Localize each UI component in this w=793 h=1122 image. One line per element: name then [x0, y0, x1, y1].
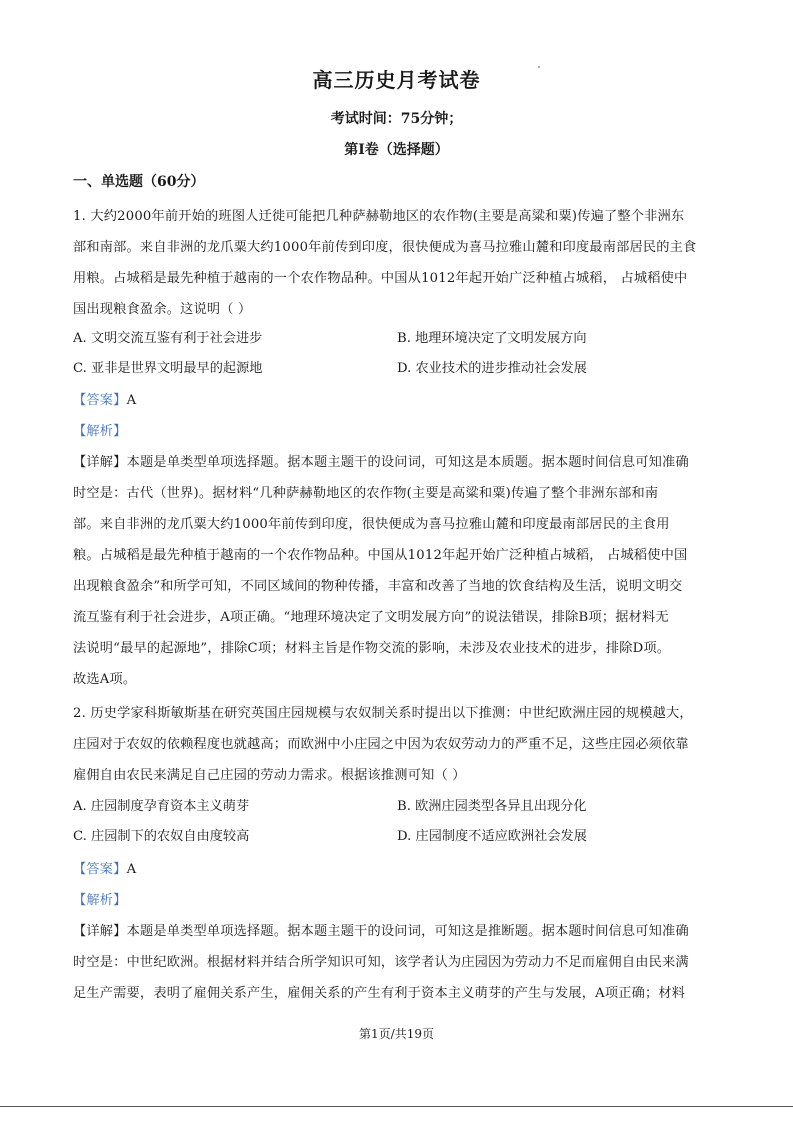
q2-answer: [73, 858, 136, 877]
q2-stem-line: 雇佣自由农民来满足自己庄园的劳动力需求。根据该推测可知（ ）: [73, 768, 466, 783]
answer-tag: 【答案】: [73, 393, 127, 408]
page-title: 高三历史月考试卷: [312, 68, 481, 92]
q2-option-b: B. 欧洲庄园类型各异且出现分化: [397, 799, 587, 814]
q2-stem-line: 2. 历史学家科斯敏斯基在研究英国庄园规模与农奴制关系时提出以下推测：中世纪欧洲庄园的规模越大，: [73, 706, 693, 721]
q1-option-a: A. 文明交流互鉴有利于社会进步: [73, 331, 263, 346]
q1-detail-line: 法说明“最早的起源地”，排除C项；材料主旨是作物交流的影响，未涉及农业技术的进步，排除D项。: [73, 641, 671, 656]
q2-detail-line: 足生产需要，表明了雇佣关系产生，雇佣关系的产生有利于资本主义萌芽的产生与发展，A项正确；材料: [73, 986, 686, 1001]
q1-detail-line: 粮。占城稻是最先种植于越南的一个农作物品种。中国从1012年起开始广泛种植占城稻， 占城稻使中国: [73, 548, 688, 563]
exam-time: 考试时间：75分钟；: [330, 111, 463, 127]
q1-detail-line: 故选A项。: [73, 672, 137, 687]
q1-stem-line: 部和南部。来自非洲的龙爪粟大约1000年前传到印度，很快便成为喜马拉雅山麓和印度最南部居民的主食: [73, 240, 697, 255]
page-footer: 第1页/共19页: [359, 1027, 434, 1041]
q1-option-d: D. 农业技术的进步推动社会发展: [397, 361, 587, 376]
q1-detail-line: [73, 451, 689, 470]
q2-analysis-tag: 【解析】: [73, 893, 127, 908]
q1-detail-line: 部。来自非洲的龙爪粟大约1000年前传到印度，很快便成为喜马拉雅山麓和印度最南部居民的主食用: [73, 517, 670, 532]
bottom-divider: [0, 1106, 793, 1107]
q1-stem-line: 1. 大约2000年前开始的班图人迁徙可能把几种萨赫勒地区的农作物(主要是高粱和粟)传遍了整个非洲东: [73, 209, 685, 224]
volume-heading: 第Ⅰ卷（选择题）: [344, 142, 449, 158]
section-heading: 一、单选题（60分）: [73, 174, 205, 190]
q1-option-c: C. 亚非是世界文明最早的起源地: [73, 361, 263, 376]
answer-value: A: [126, 862, 137, 877]
q2-detail-line: 时空是：中世纪欧洲。根据材料并结合所学知识可知，该学者认为庄园因为劳动力不足而雇佣自由民来满: [73, 955, 689, 970]
q2-option-d: D. 庄园制度不适应欧洲社会发展: [397, 829, 587, 844]
q1-detail-line: 流互鉴有利于社会进步，A项正确。“地理环境决定了文明发展方向”的说法错误，排除B项；据材料无: [73, 610, 669, 625]
answer-value: A: [126, 393, 137, 408]
detail-tag: 【详解】: [73, 455, 127, 470]
detail-text: 本题是单类型单项选择题。据本题主题干的设问词，可知这是本质题。据本题时间信息可知准确: [126, 455, 689, 470]
answer-tag: 【答案】: [73, 862, 127, 877]
q1-answer: [73, 389, 136, 408]
detail-text: 本题是单类型单项选择题。据本题主题干的设问词，可知这是推断题。据本题时间信息可知准确: [126, 924, 689, 939]
q1-stem-line: 用粮。占城稻是最先种植于越南的一个农作物品种。中国从1012年起开始广泛种植占城稻， 占城稻使中: [73, 271, 688, 286]
q2-detail-line: [73, 920, 689, 939]
q1-detail-line: 出现粮食盈余”和所学可知，不同区域间的物种传播，丰富和改善了当地的饮食结构及生活，说明文明交: [73, 579, 683, 594]
q1-detail-line: 时空是：古代（世界)。据材料“几种萨赫勒地区的农作物(主要是高粱和粟)传遍了整个非洲东部和南: [73, 486, 659, 501]
q1-stem-line: 国出现粮食盈余。这说明（ ）: [73, 302, 252, 317]
q2-stem-line: 庄园对于农奴的依赖程度也就越高；而欧洲中小庄园之中因为农奴劳动力的严重不足，这些庄园必须依靠: [73, 737, 689, 752]
detail-tag: 【详解】: [73, 924, 127, 939]
q1-option-b: B. 地理环境决定了文明发展方向: [397, 331, 587, 346]
q2-option-a: A. 庄园制度孕育资本主义萌芽: [73, 799, 250, 814]
q2-option-c: C. 庄园制下的农奴自由度较高: [73, 829, 250, 844]
q1-analysis-tag: 【解析】: [73, 424, 127, 439]
